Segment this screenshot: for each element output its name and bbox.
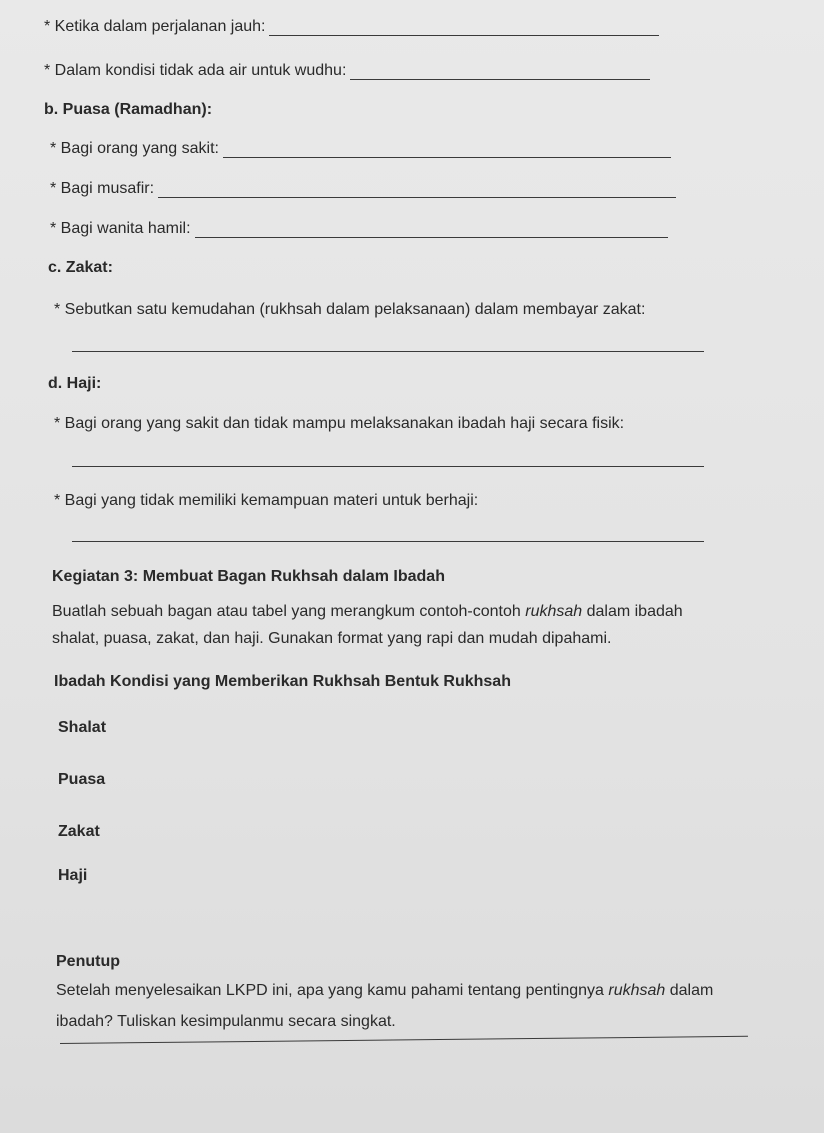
answer-line[interactable] [72, 541, 704, 542]
answer-line[interactable] [350, 79, 650, 80]
haji-materi-question: * Bagi yang tidak memiliki kemampuan materi untuk berhaji: [54, 492, 479, 509]
item-puasa-hamil: * Bagi wanita hamil: [50, 220, 668, 238]
table-row-shalat: Shalat [58, 719, 107, 736]
item-perjalanan-jauh: * Ketika dalam perjalanan jauh: [44, 18, 659, 36]
answer-line[interactable] [60, 1036, 748, 1044]
item-tidak-ada-air: * Dalam kondisi tidak ada air untuk wudhu: [44, 62, 650, 80]
kegiatan3-instruction-line2: shalat, puasa, zakat, dan haji. Gunakan format yang rapi dan mudah dipahami. [52, 630, 612, 647]
heading-zakat: c. Zakat: [48, 259, 113, 276]
haji-sakit-question: * Bagi orang yang sakit dan tidak mampu melaksanakan ibadah haji secara fisik: [54, 415, 625, 432]
item-puasa-musafir: * Bagi musafir: [50, 180, 676, 198]
item-puasa-sakit: * Bagi orang yang sakit: [50, 140, 671, 158]
table-row-zakat: Zakat [58, 823, 100, 840]
answer-line[interactable] [158, 197, 676, 198]
answer-line[interactable] [269, 35, 659, 36]
table-row-haji: Haji [58, 867, 88, 884]
answer-line[interactable] [223, 157, 671, 158]
table-row-puasa: Puasa [58, 771, 106, 788]
answer-line[interactable] [72, 466, 704, 467]
answer-line[interactable] [72, 351, 704, 352]
heading-puasa: b. Puasa (Ramadhan): [44, 101, 213, 118]
heading-haji: d. Haji: [48, 375, 102, 392]
table-header: Ibadah Kondisi yang Memberikan Rukhsah Bentuk Rukhsah [54, 673, 511, 690]
penutup-line2: ibadah? Tuliskan kesimpulanmu secara singkat. [56, 1013, 396, 1030]
kegiatan3-title: Kegiatan 3: Membuat Bagan Rukhsah dalam Ibadah [52, 568, 445, 585]
answer-line[interactable] [195, 237, 668, 238]
kegiatan3-instruction-line1: Buatlah sebuah bagan atau tabel yang merangkum contoh-contoh rukhsah dalam ibadah [52, 603, 683, 620]
heading-penutup: Penutup [56, 953, 120, 970]
penutup-line1: Setelah menyelesaikan LKPD ini, apa yang kamu pahami tentang pentingnya rukhsah dalam [56, 982, 714, 999]
zakat-question: * Sebutkan satu kemudahan (rukhsah dalam pelaksanaan) dalam membayar zakat: [54, 301, 646, 318]
